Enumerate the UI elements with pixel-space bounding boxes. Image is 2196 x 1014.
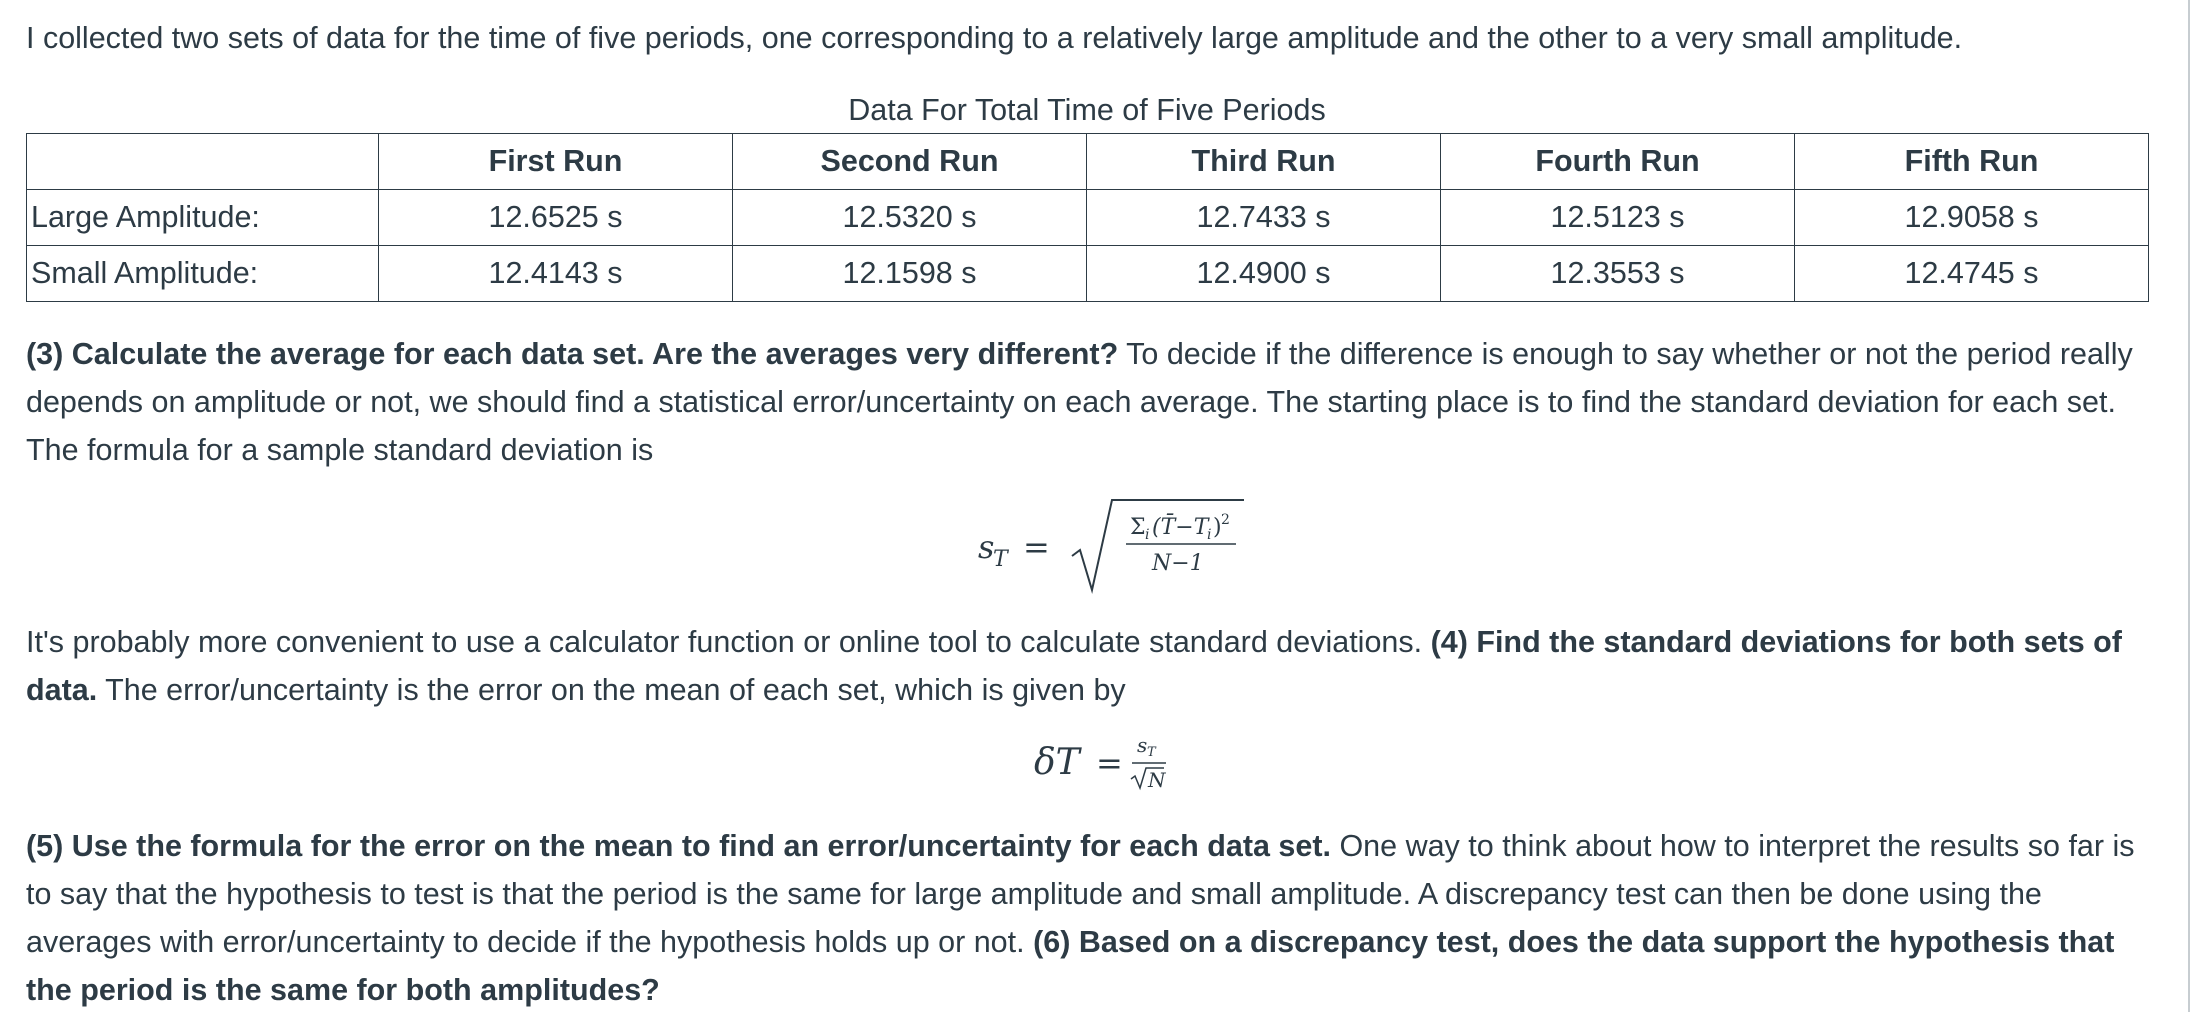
- formula-numerator-body-sub: i: [1207, 527, 1212, 543]
- radical-sign: [1072, 500, 1244, 590]
- formula-numerator-sup: 2: [1221, 512, 1230, 528]
- header-cell-fifth-run: Fifth Run: [1795, 134, 2149, 190]
- table-row: [27, 190, 2149, 246]
- table-cell: 12.3553 s: [1441, 246, 1795, 302]
- question-3-bold: (3) Calculate the average for each data set. Are the averages very different?: [26, 337, 1119, 371]
- intro-text: I collected two sets of data for the time of five periods, one corresponding to a relatively large amplitude and the other to a very small amplitude.: [26, 21, 1963, 55]
- question-4-paragraph: [26, 618, 2148, 714]
- formula-numerator-sigma: Σ: [1130, 515, 1146, 540]
- error-on-mean-formula: [1008, 730, 1198, 800]
- formula2-lhs: δT: [1034, 742, 1080, 783]
- table-cell: 12.6525 s: [379, 190, 733, 246]
- table-header-row: [27, 134, 2149, 190]
- content-right-border: [2188, 0, 2190, 1012]
- question-4-text-after: The error/uncertainty is the error on the mean of each set, which is given by: [97, 673, 1126, 707]
- table-cell: 12.4745 s: [1795, 246, 2149, 302]
- table-cell: 12.1598 s: [733, 246, 1087, 302]
- standard-deviation-formula: [946, 490, 1266, 610]
- table-row: [27, 246, 2149, 302]
- table-cell: 12.5320 s: [733, 190, 1087, 246]
- header-cell-fourth-run: Fourth Run: [1441, 134, 1795, 190]
- question-6-bold: (6) Based on a discrepancy test, does the data support the hypothesis that the period is the same for both amplitudes?: [26, 925, 2115, 1007]
- table-cell: 12.4143 s: [379, 246, 733, 302]
- table-cell: 12.7433 s: [1087, 190, 1441, 246]
- formula-numerator-sigma-sub: i: [1145, 527, 1150, 543]
- header-cell-third-run: Third Run: [1087, 134, 1441, 190]
- formula2-numerator-sub: T: [1147, 745, 1156, 760]
- formula-equals: =: [1023, 528, 1050, 566]
- header-cell-second-run: Second Run: [733, 134, 1087, 190]
- table-cell: 12.5123 s: [1441, 190, 1795, 246]
- formula-lhs-sub: T: [993, 547, 1008, 572]
- formula2-numerator-s: s: [1137, 733, 1148, 757]
- formula-numerator-close: ): [1213, 515, 1222, 540]
- data-table: [26, 133, 2149, 302]
- table-cell: 12.4900 s: [1087, 246, 1441, 302]
- question-4-bold: (4) Find the standard deviations for both sets of data.: [26, 625, 2122, 707]
- header-cell-first-run: First Run: [379, 134, 733, 190]
- question-5-text: One way to think about how to interpret the results so far is to say that the hypothesis to test is that the period is the same for large amplitude and small amplitude. A discrepancy test can then be done using the averages with error/uncertainty to decide if the hypothesis holds up or not.: [26, 829, 2135, 959]
- question-4-text-before: It's probably more convenient to use a calculator function or online tool to calculate standard deviations.: [26, 625, 1431, 659]
- formula-denominator: N−1: [1152, 551, 1204, 576]
- table-caption: Data For Total Time of Five Periods: [848, 93, 1326, 127]
- header-cell-empty: [27, 134, 379, 190]
- question-3-paragraph: [26, 330, 2148, 474]
- formula-lhs-s: s: [978, 528, 995, 566]
- question-5-6-paragraph: [26, 822, 2148, 1014]
- formula2-denominator: N: [1148, 768, 1166, 792]
- formula2-equals: =: [1096, 744, 1123, 782]
- table-cell: 12.9058 s: [1795, 190, 2149, 246]
- formula-numerator-body: (T̄−T: [1152, 515, 1209, 540]
- question-3-text: To decide if the difference is enough to say whether or not the period really depends on amplitude or not, we should find a statistical error/uncertainty on each average. The starting place is to find the standard deviation for each set. The formula for a sample standard deviation is: [26, 337, 2133, 467]
- question-5-bold: (5) Use the formula for the error on the mean to find an error/uncertainty for each data set.: [26, 829, 1331, 863]
- row-label-large-amplitude: Large Amplitude:: [27, 190, 379, 246]
- row-label-small-amplitude: Small Amplitude:: [27, 246, 379, 302]
